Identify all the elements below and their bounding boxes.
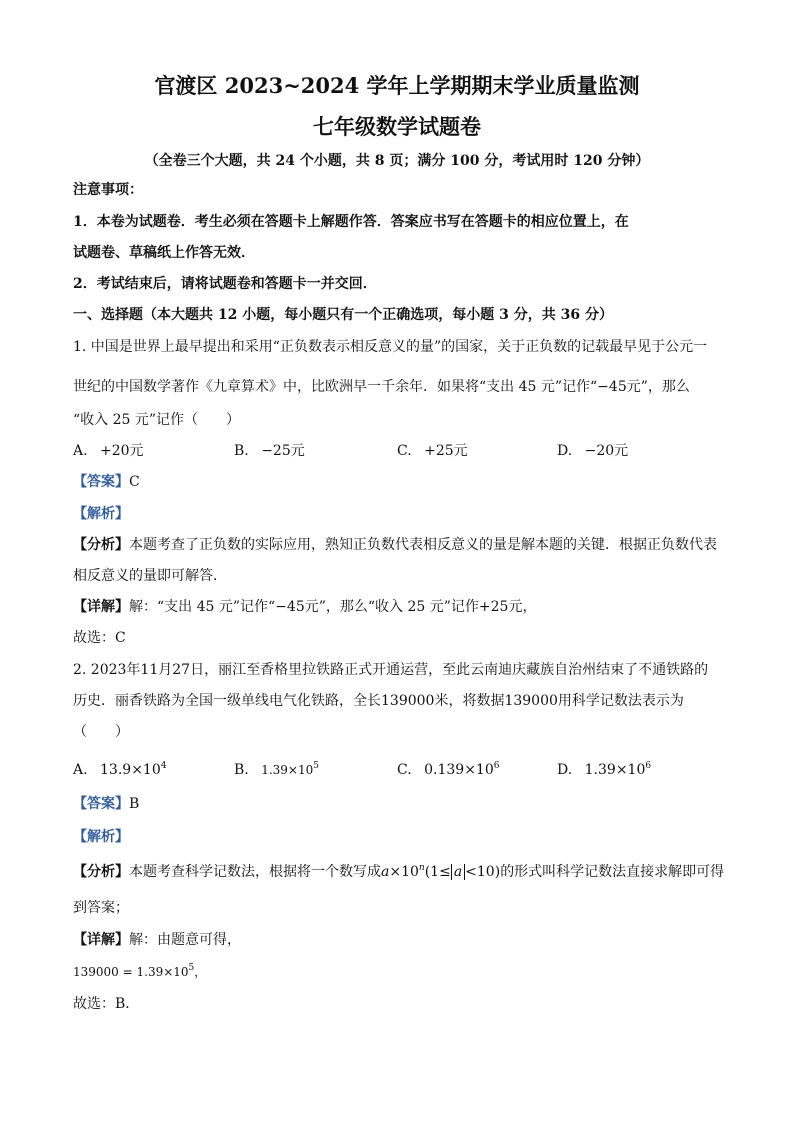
answer-value: C: [129, 474, 140, 490]
option-exp: 4: [160, 761, 167, 771]
option-exp: 6: [645, 761, 652, 771]
option-label: B.: [234, 443, 249, 459]
notice-heading: 注意事项：: [73, 182, 143, 198]
q1-fenxi-a: [73, 535, 723, 555]
option-exp: 6: [493, 761, 500, 771]
option-label: D.: [557, 762, 573, 778]
q2-xiangjie: [73, 930, 723, 950]
option-base: 0.139×10: [424, 762, 494, 778]
q1-line-3: “收入 25 元”记作（ ）: [73, 412, 241, 428]
q2-option-c: [397, 760, 499, 780]
q1-option-c: [397, 441, 468, 461]
q1-analysis-tag: [73, 504, 723, 524]
q1-option-b: [234, 441, 305, 461]
fenxi-text-post: 的形式叫科学记数法直接求解即可得: [500, 864, 725, 880]
q2-fenxi-a: [73, 862, 723, 882]
formula-a: a: [381, 864, 390, 880]
exam-title: 官渡区 2023~2024 学年上学期期末学业质量监测: [154, 73, 640, 98]
answer-value: B: [129, 796, 140, 812]
xiangjie-tag: 【详解】: [73, 599, 129, 615]
answer-tag: 【答案】: [73, 796, 129, 812]
section-1-heading: 一、选择题（本大题共 12 小题，每小题只有一个正确选项，每小题 3 分，共 36 分）: [73, 307, 613, 323]
formula-lower: (1≤: [424, 864, 451, 880]
q2-conclusion: 故选：B．: [73, 996, 140, 1012]
option-label: D.: [557, 443, 573, 459]
q1-xiangjie: [73, 597, 723, 617]
q2-analysis-tag: [73, 827, 723, 847]
q1-line-1: 1. 中国是世界上最早提出和采用“正负数表示相反意义的量”的国家，关于正负数的记载最早见于公元一: [73, 339, 708, 355]
option-text: +20元: [100, 443, 144, 459]
option-label: C.: [397, 762, 412, 778]
analysis-tag: 【解析】: [73, 829, 129, 845]
option-label: B.: [234, 762, 249, 778]
fenxi-tag: 【分析】: [73, 537, 129, 553]
formula-times: ×10: [389, 864, 419, 880]
q2-option-a: [73, 760, 166, 780]
analysis-tag: 【解析】: [73, 506, 129, 522]
option-label: A.: [73, 443, 88, 459]
q2-option-b: [234, 760, 319, 780]
option-base: 1.39×10: [584, 762, 646, 778]
q1-answer: [73, 472, 723, 492]
q2-option-d: [557, 760, 651, 780]
xiangjie-text: 解：由题意可得，: [129, 932, 241, 948]
q1-line-2: 世纪的中国数学著作《九章算术》中，比欧洲早一千余年．如果将“支出 45 元”记作“−45元”，那么: [73, 379, 690, 395]
q1-conclusion: 故选：C: [73, 630, 126, 646]
q1-option-a: [73, 441, 144, 461]
option-label: C.: [397, 443, 412, 459]
q1-option-d: [557, 441, 628, 461]
exam-subtitle: 七年级数学试题卷: [313, 114, 481, 139]
fenxi-text: 本题考查科学记数法，根据将一个数写成: [129, 864, 381, 880]
fenxi-tag: 【分析】: [73, 864, 129, 880]
fenxi-text: 本题考查了正负数的实际应用，熟知正负数代表相反意义的量是解本题的关键．根据正负数代表: [129, 537, 717, 553]
option-text: −20元: [584, 443, 629, 459]
equation-exp: 5: [188, 963, 195, 973]
xiangjie-tag: 【详解】: [73, 932, 129, 948]
q1-fenxi-b: 相反意义的量即可解答．: [73, 568, 227, 584]
exam-info: （全卷三个大题，共 24 个小题，共 8 页；满分 100 分，考试用时 120 分钟）: [144, 153, 650, 169]
formula-upper: <10): [465, 864, 501, 880]
option-text: +25元: [424, 443, 468, 459]
q2-line-2: 历史．丽香铁路为全国一级单线电气化铁路，全长139000米，将数据139000用科学记数法表示为: [73, 693, 684, 709]
option-base: 13.9×10: [100, 762, 161, 778]
notice-item-1b: 试题卷、草稿纸上作答无效．: [73, 245, 255, 261]
option-exp: 5: [313, 761, 319, 771]
option-text: −25元: [261, 443, 305, 459]
notice-item-1a: 1．本卷为试题卷．考生必须在答题卡上解题作答．答案应书写在答题卡的相应位置上，在: [73, 214, 629, 230]
q2-answer: [73, 794, 723, 814]
answer-tag: 【答案】: [73, 474, 129, 490]
q2-line-3: （ ）: [73, 724, 129, 740]
equation-tail: ，: [194, 965, 207, 979]
formula-exp: n: [418, 863, 425, 873]
notice-item-2: 2．考试结束后，请将试题卷和答题卡一并交回．: [73, 276, 377, 292]
formula-abs: a: [451, 864, 465, 880]
xiangjie-text: 解：“支出 45 元”记作“−45元”，那么“收入 25 元”记作+25元，: [129, 599, 537, 615]
option-label: A.: [73, 762, 88, 778]
option-base: 1.39×10: [261, 763, 314, 777]
q2-fenxi-b: 到答案；: [73, 900, 129, 916]
equation-base: 139000 = 1.39×10: [73, 965, 189, 979]
q2-equation: [73, 962, 723, 982]
q2-line-1: 2. 2023年11月27日，丽江至香格里拉铁路正式开通运营，至此云南迪庆藏族自治州结束了不通铁路的: [73, 662, 709, 678]
